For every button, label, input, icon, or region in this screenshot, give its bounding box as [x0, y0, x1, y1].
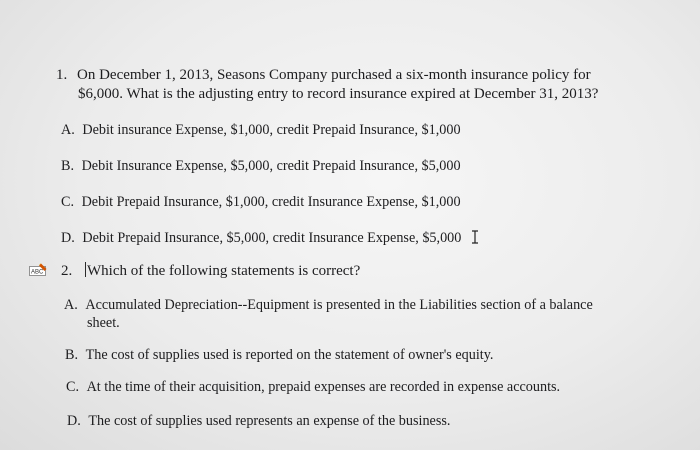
svg-text:ABC: ABC — [31, 269, 44, 276]
option-text: Debit Prepaid Insurance, $5,000, credit Insurance Expense, $5,000 — [82, 230, 462, 246]
i-beam-cursor-icon — [471, 230, 479, 244]
option-text: At the time of their acquisition, prepaid expenses are recorded in expense accounts. — [86, 379, 561, 395]
question-2-number: 2. — [61, 263, 73, 279]
option-text: Debit insurance Expense, $1,000, credit Prepaid Insurance, $1,000 — [82, 122, 461, 138]
option-letter: C. — [61, 194, 75, 210]
text-cursor — [85, 262, 86, 277]
option-text: Debit Prepaid Insurance, $1,000, credit Insurance Expense, $1,000 — [81, 194, 461, 210]
option-text: Debit Insurance Expense, $5,000, credit Prepaid Insurance, $5,000 — [81, 158, 461, 174]
question-2-option-c[interactable] — [66, 378, 560, 396]
option-letter: C. — [66, 379, 80, 395]
question-1-text-line-1: On December 1, 2013, Seasons Company purchased a six-month insurance policy for — [77, 67, 591, 83]
question-2-text: Which of the following statements is correct? — [87, 263, 361, 279]
question-2-option-b[interactable] — [65, 346, 493, 364]
question-1-option-c[interactable] — [61, 193, 461, 211]
option-letter: A. — [61, 122, 75, 138]
question-2-option-a-line-2: sheet. — [87, 315, 120, 331]
question-2-option-d[interactable] — [67, 412, 450, 430]
abc-spellcheck-icon[interactable] — [29, 263, 48, 277]
option-letter: B. — [65, 347, 79, 363]
option-text: The cost of supplies used is reported on the statement of owner's equity. — [85, 347, 494, 363]
option-letter: D. — [61, 230, 75, 246]
question-2-option-a[interactable] — [64, 296, 593, 314]
option-text: The cost of supplies used represents an expense of the business. — [88, 413, 451, 429]
option-letter: D. — [67, 413, 81, 429]
question-1-option-b[interactable] — [61, 157, 461, 175]
option-letter: A. — [64, 297, 78, 313]
question-1-line-1 — [56, 66, 591, 84]
question-1-option-a[interactable] — [61, 121, 461, 139]
question-1-number: 1. — [56, 67, 68, 83]
question-2-line — [61, 262, 360, 280]
question-1-option-d[interactable] — [61, 229, 479, 247]
option-letter: B. — [61, 158, 75, 174]
option-text: Accumulated Depreciation--Equipment is presented in the Liabilities section of a balance — [85, 297, 593, 313]
question-1-text-line-2: $6,000. What is the adjusting entry to record insurance expired at December 31, 2013? — [78, 86, 599, 102]
